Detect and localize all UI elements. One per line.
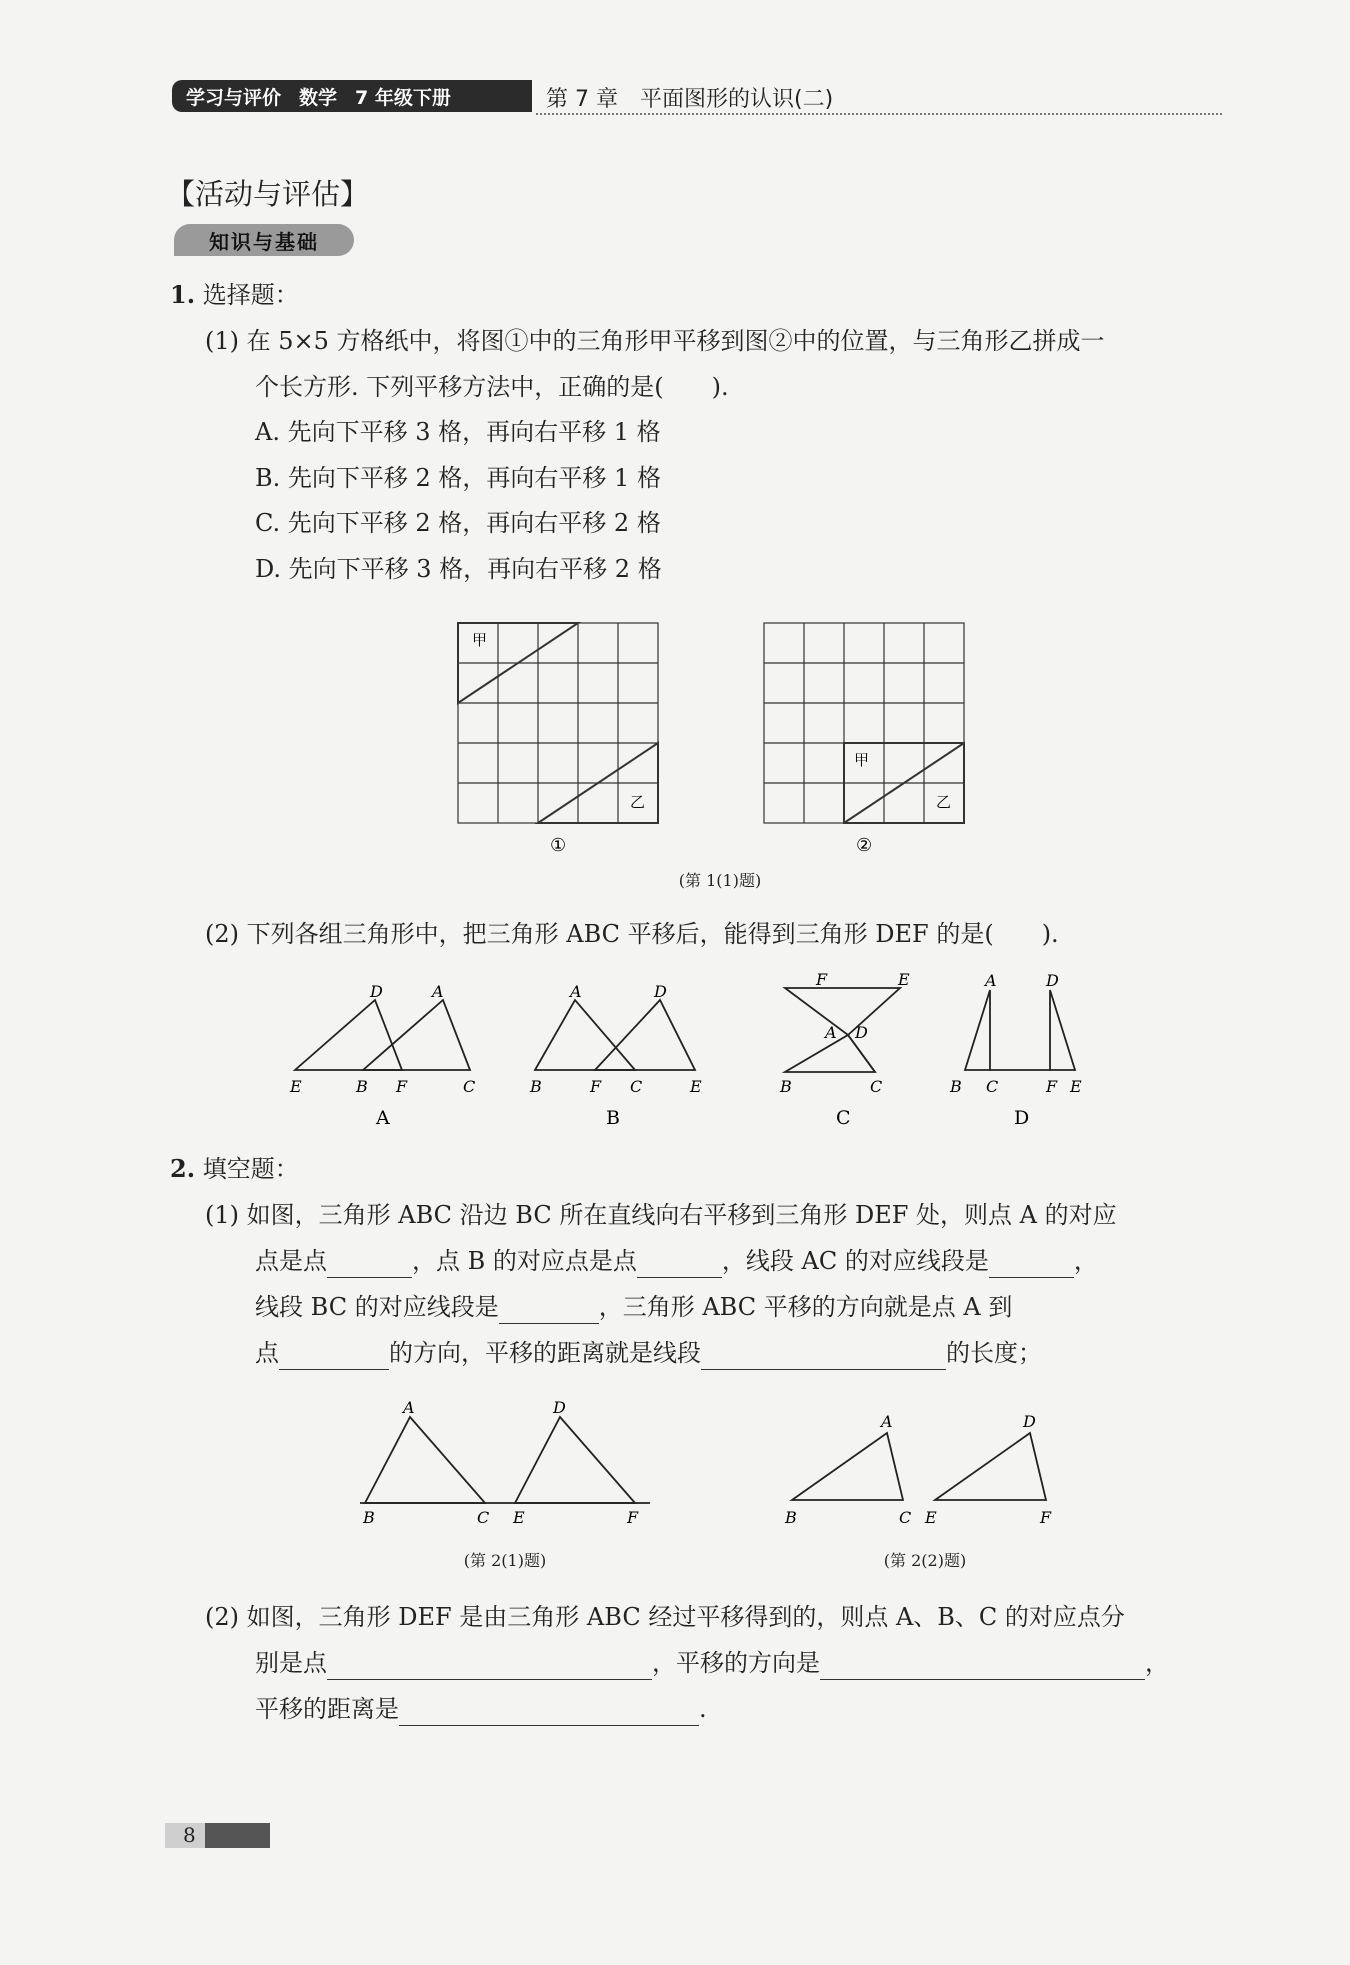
q2-p1-line2	[255, 1244, 1098, 1278]
option-d-figure	[965, 990, 1075, 1070]
point-label-B: B	[363, 1508, 375, 1527]
point-label-F: F	[590, 1077, 602, 1096]
caption-2-1: (第 2(1)题)	[463, 1551, 547, 1570]
option-c-label: C	[836, 1107, 851, 1129]
grid-figures	[450, 615, 980, 895]
header-divider	[536, 113, 1222, 115]
grid2-yi-label: 乙	[936, 793, 952, 811]
grid-2	[764, 623, 964, 823]
triangle-options	[280, 970, 1100, 1135]
q1-option-c: C. 先向下平移 2 格，再向右平移 2 格	[255, 509, 661, 537]
point-label-C: C	[899, 1508, 912, 1527]
blank-1[interactable]	[327, 1251, 412, 1278]
blank-3[interactable]	[989, 1251, 1074, 1278]
fig-2-1	[360, 1417, 650, 1503]
point-label-B: B	[950, 1077, 962, 1096]
q2-p2-text-a: 别是点	[255, 1649, 327, 1677]
point-label-D: D	[553, 1398, 566, 1417]
q2-p1-text-h: 的方向，平移的距离就是线段	[389, 1339, 701, 1367]
fig-2-2	[792, 1433, 1046, 1500]
point-label-F: F	[816, 970, 828, 989]
q2-p1-text-e: 线段 BC 的对应线段是	[255, 1293, 499, 1321]
point-label-E: E	[898, 970, 910, 989]
q2-p2-line2	[255, 1646, 1169, 1680]
q1-heading	[170, 278, 299, 312]
point-label-A: A	[985, 971, 997, 990]
point-label-F: F	[396, 1077, 408, 1096]
point-label-A: A	[570, 982, 582, 1001]
q2-p2-text-e: .	[699, 1695, 707, 1723]
point-label-E: E	[690, 1077, 702, 1096]
q2-p2-text-b: ，平移的方向是	[652, 1649, 820, 1677]
q1-p1-line2: 个长方形. 下列平移方法中，正确的是( ).	[255, 373, 729, 401]
q2-p1-text-a: 点是点	[255, 1247, 327, 1275]
point-label-F: F	[1046, 1077, 1058, 1096]
point-label-E: E	[290, 1077, 302, 1096]
q2-p1-line3	[255, 1290, 1012, 1324]
grid1-jia-label: 甲	[472, 631, 488, 649]
fig-2-2-labels	[784, 1412, 1052, 1527]
q2-p1-line4	[255, 1336, 1042, 1370]
blank-4[interactable]	[499, 1297, 599, 1324]
caption-2-2: (第 2(2)题)	[883, 1551, 967, 1570]
blank-8[interactable]	[820, 1653, 1145, 1680]
q1-option-d: D. 先向下平移 3 格，再向右平移 2 格	[255, 555, 662, 583]
fig-2-1-labels	[362, 1398, 639, 1527]
q1-option-a: A. 先向下平移 3 格，再向右平移 1 格	[255, 418, 661, 446]
grid2-number: ②	[856, 835, 873, 856]
point-label-A: A	[881, 1412, 893, 1431]
point-label-B: B	[356, 1077, 368, 1096]
point-label-A: A	[432, 982, 444, 1001]
q2-p2-line1: (2) 如图，三角形 DEF 是由三角形 ABC 经过平移得到的，则点 A、B、C 的对应点分	[205, 1603, 1125, 1631]
page-number: 8	[165, 1823, 270, 1848]
blank-9[interactable]	[399, 1699, 699, 1726]
header-subject: 数学	[299, 86, 338, 109]
point-label-E: E	[925, 1508, 937, 1527]
q2-title: 填空题：	[202, 1155, 299, 1183]
point-label-B: B	[530, 1077, 542, 1096]
knowledge-badge: 知识与基础	[174, 224, 354, 256]
blank-2[interactable]	[637, 1251, 722, 1278]
point-label-E: E	[1070, 1077, 1082, 1096]
point-label-D: D	[1046, 971, 1059, 990]
grid1-number: ①	[550, 835, 567, 856]
q2-p1-text-g: 点	[255, 1339, 279, 1367]
q2-number: 2.	[170, 1154, 196, 1183]
q1-title: 选择题：	[202, 281, 299, 309]
option-d-labels	[949, 971, 1082, 1096]
q1-number: 1.	[170, 280, 196, 309]
q2-p1-text-i: 的长度；	[946, 1339, 1042, 1367]
blank-7[interactable]	[327, 1653, 652, 1680]
point-label-C: C	[870, 1077, 883, 1096]
point-label-C: C	[630, 1077, 643, 1096]
caption-1-1: (第 1(1)题)	[678, 871, 762, 890]
q2-p1-text-d: ，	[1073, 1247, 1098, 1275]
point-label-D: D	[654, 982, 667, 1001]
q1-p2-text: (2) 下列各组三角形中，把三角形 ABC 平移后，能得到三角形 DEF 的是( ).	[205, 920, 1059, 948]
blank-6[interactable]	[701, 1343, 946, 1370]
option-a-label: A	[376, 1107, 390, 1129]
grid-1	[458, 623, 658, 823]
q2-heading	[170, 1152, 299, 1186]
q2-p1-line1: (1) 如图，三角形 ABC 沿边 BC 所在直线向右平移到三角形 DEF 处，则点 A 的对应	[205, 1201, 1117, 1229]
point-label-B: B	[780, 1077, 792, 1096]
point-label-C: C	[463, 1077, 476, 1096]
header-grade: 7 年级下册	[355, 86, 451, 109]
q1-option-b: B. 先向下平移 2 格，再向右平移 1 格	[255, 464, 661, 492]
option-b-labels	[529, 982, 702, 1096]
q2-p2-text-d: 平移的距离是	[255, 1695, 399, 1723]
q2-figures	[355, 1395, 1075, 1530]
q2-p2-text-c: ，	[1145, 1649, 1169, 1677]
q1-p1-line1: (1) 在 5×5 方格纸中，将图①中的三角形甲平移到图②中的位置，与三角形乙拼成一	[205, 327, 1105, 355]
option-c-figure	[785, 988, 900, 1072]
point-label-D: D	[370, 982, 383, 1001]
point-label-E: E	[513, 1508, 525, 1527]
point-label-F: F	[627, 1508, 639, 1527]
option-d-label: D	[1014, 1107, 1030, 1129]
q2-p1-text-c: ，线段 AC 的对应线段是	[721, 1247, 989, 1275]
point-label-C: C	[986, 1077, 999, 1096]
blank-5[interactable]	[279, 1343, 389, 1370]
q2-p2-line3	[255, 1692, 707, 1726]
header-book-tab	[172, 80, 532, 112]
option-a-figure	[295, 1000, 470, 1070]
q2-p1-text-b: ，点 B 的对应点是点	[412, 1247, 637, 1275]
grid1-yi-label: 乙	[630, 793, 646, 811]
point-label-D: D	[1023, 1412, 1036, 1431]
point-label-F: F	[1040, 1508, 1052, 1527]
point-label-D: D	[855, 1023, 868, 1042]
option-a-labels	[289, 982, 475, 1096]
point-label-A: A	[403, 1398, 415, 1417]
header-book: 学习与评价	[186, 86, 282, 109]
section-title: 【活动与评估】	[166, 177, 370, 211]
point-label-A: A	[825, 1023, 837, 1042]
grid2-jia-label: 甲	[854, 751, 870, 769]
option-b-figure	[535, 1000, 695, 1070]
option-b-label: B	[606, 1107, 620, 1129]
header-chapter: 第 7 章 平面图形的认识(二)	[546, 87, 834, 112]
point-label-C: C	[477, 1508, 490, 1527]
q2-p1-text-f: ，三角形 ABC 平移的方向就是点 A 到	[598, 1293, 1013, 1321]
point-label-B: B	[785, 1508, 797, 1527]
